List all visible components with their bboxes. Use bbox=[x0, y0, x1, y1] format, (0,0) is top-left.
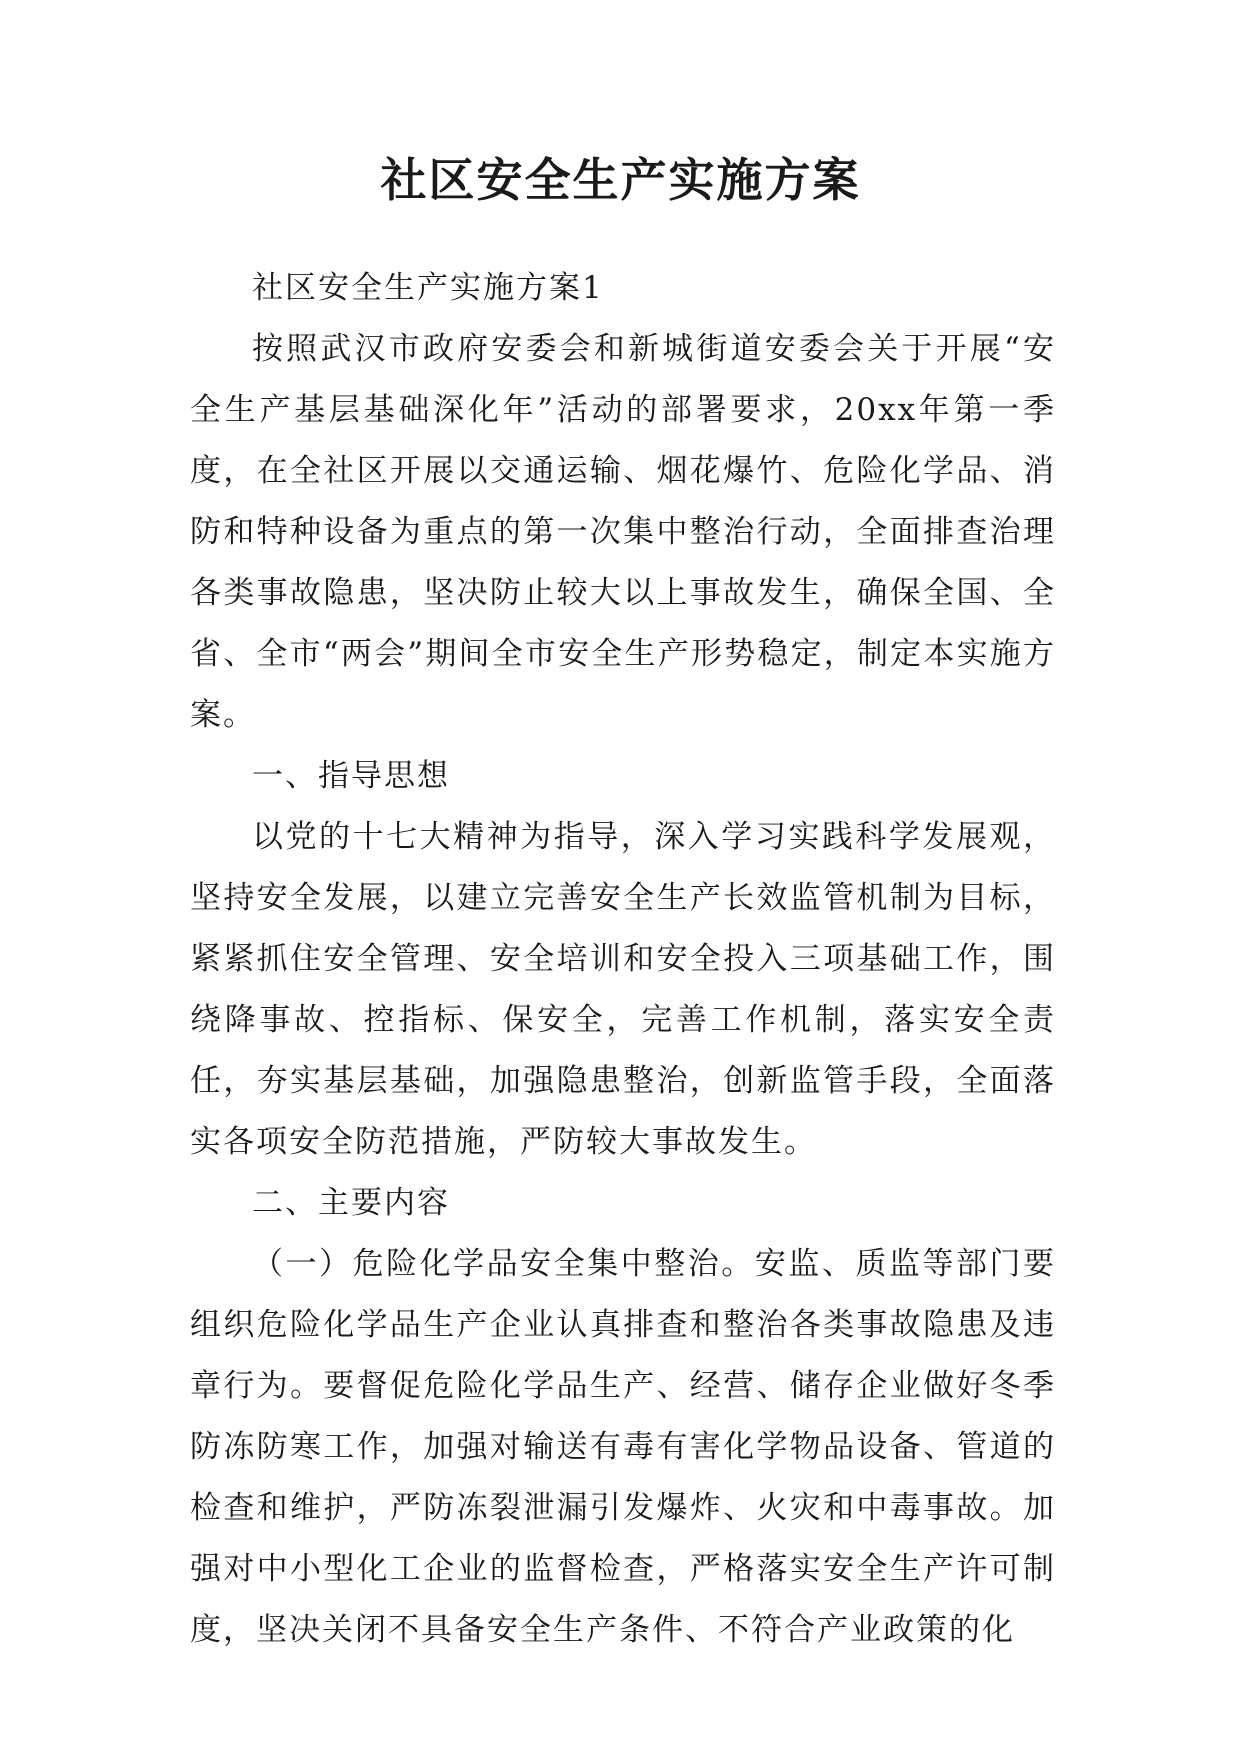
section-heading-guiding-ideology: 一、指导思想 bbox=[252, 758, 450, 794]
document-body bbox=[190, 258, 1056, 1661]
section-heading-main-content: 二、主要内容 bbox=[252, 1185, 450, 1221]
paragraph-guiding-ideology: 以党的十七大精神为指导，深入学习实践科学发展观，坚持安全发展，以建立完善安全生产长效监管机制为目标，紧紧抓住安全管理、安全培训和安全投入三项基础工作，围绕降事故、控指标、保安全，完善工作机制，落实安全责任，夯实基层基础，加强隐患整治，创新监管手段，全面落实各项安全防范措施，严防较大事故发生。 bbox=[190, 819, 1056, 1160]
paragraph-intro: 按照武汉市政府安委会和新城街道安委会关于开展“安全生产基层基础深化年”活动的部署要求，20xx年第一季度，在全社区开展以交通运输、烟花爆竹、危险化学品、消防和特种设备为重点的第一次集中整治行动，全面排查治理各类事故隐患，坚决防止较大以上事故发生，确保全国、全省、全市“两会”期间全市安全生产形势稳定，制定本实施方案。 bbox=[190, 331, 1056, 733]
paragraph-hazardous-chemicals: （一）危险化学品安全集中整治。安监、质监等部门要组织危险化学品生产企业认真排查和整治各类事故隐患及违章行为。要督促危险化学品生产、经营、储存企业做好冬季防冻防寒工作，加强对输送有毒有害化学物品设备、管道的检查和维护，严防冻裂泄漏引发爆炸、火灾和中毒事故。加强对中小型化工企业的监督检查，严格落实安全生产许可制度，坚决关闭不具备安全生产条件、不符合产业政策的化 bbox=[190, 1246, 1056, 1648]
section-heading-plan-1: 社区安全生产实施方案1 bbox=[252, 270, 604, 306]
document-title: 社区安全生产实施方案 bbox=[380, 153, 861, 207]
